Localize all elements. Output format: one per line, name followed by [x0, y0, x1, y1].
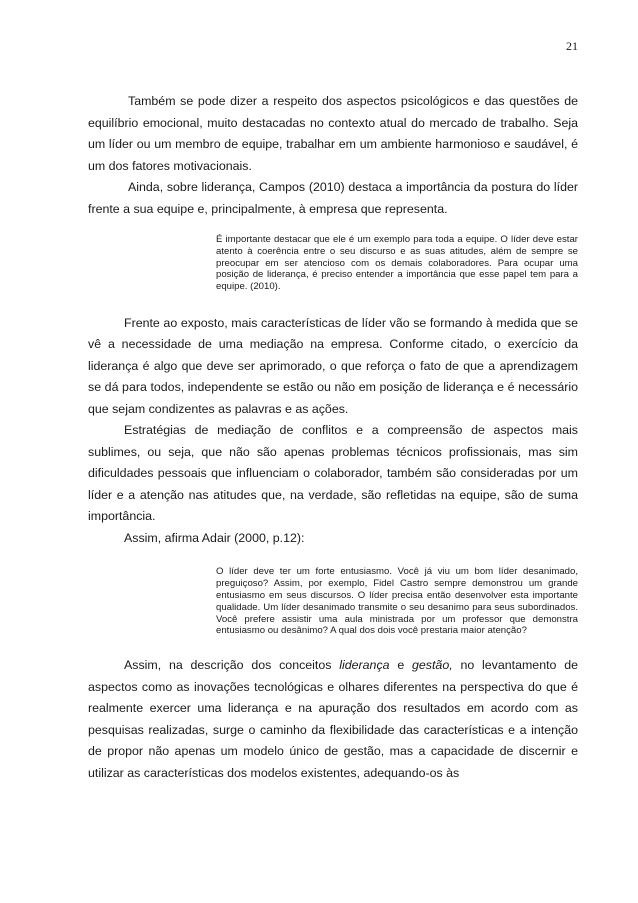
- paragraph-conflict-strategies: Estratégias de mediação de conflitos e a compreensão de aspectos mais sublimes, ou seja, que não são apenas problemas técnicos profissionais, mas sim dificuldades pessoais que influenciam o colaborador, também são consideradas por um líder e a atenção nas atitudes que, na verdade, são refletidas na equipe, são de suma importância.: [88, 423, 578, 524]
- term-lideranca: liderança: [339, 658, 390, 673]
- paragraph-concepts-end: no levantamento de aspectos como as inovações tecnológicas e olhares diferentes na perspectiva do que é realmente exercer uma liderança e na apuração dos resultados em acordo com as pesquisas realizadas, surge o caminho da flexibilidade das características e a intenção de propor não apenas um modelo único de gestão, mas a capacidade de discernir e utilizar as características dos modelos existentes, adequando-os às: [88, 658, 578, 780]
- paragraph-concepts-mid: e: [389, 658, 413, 673]
- paragraph-campos-leadership: Ainda, sobre liderança, Campos (2010) destaca a importância da postura do líder frente a sua equipe e, principalmente, à empresa que representa.: [88, 180, 578, 216]
- paragraph-psychological-aspects: Também se pode dizer a respeito dos aspectos psicológicos e das questões de equilíbrio emocional, muito destacadas no contexto atual do mercado de trabalho. Seja um líder ou um membro de equipe, trabalhar em um ambiente harmonioso e saudável, é um dos fatores motivacionais.: [88, 94, 578, 173]
- block-quote-adair: O líder deve ter um forte entusiasmo. Você já viu um bom líder desanimado, preguiçoso? Assim, por exemplo, Fidel Castro sempre demonstrou um grande entusiasmo em seus discursos. O líder precisa então desenvolver esta importante qualidade. Um líder desanimado transmite o seu desanimo para seus subordinados. Você prefere assistir uma aula ministrada por um professor que demonstra entusiasmo ou desânimo? A qual dos dois você prestaria maior atenção?: [216, 566, 578, 637]
- page-number: 21: [566, 39, 578, 53]
- paragraph-adair-intro: Assim, afirma Adair (2000, p.12):: [124, 530, 305, 545]
- paragraph-concepts: [88, 655, 578, 784]
- paragraph-mediation: Frente ao exposto, mais características de líder vão se formando à medida que se vê a necessidade de uma mediação na empresa. Conforme citado, o exercício da liderança é algo que deve ser aprimorado, o que reforça o fato de que a aprendizagem se dá para todos, independente se estão ou não em posição de liderança e é necessário que sejam condizentes as palavras e as ações.: [88, 315, 578, 416]
- block-quote-campos: É importante destacar que ele é um exemplo para toda a equipe. O líder deve estar atento à coerência entre o seu discurso e as suas atitudes, além de sempre se preocupar em ser atencioso com os demais colaboradores. Para ocupar uma posição de liderança, é preciso entender a importância que esse papel tem para a equipe. (2010).: [216, 234, 578, 293]
- term-gestao: gestão,: [412, 658, 453, 673]
- paragraph-concepts-start: Assim, na descrição dos conceitos: [124, 658, 340, 673]
- document-body: [88, 91, 578, 784]
